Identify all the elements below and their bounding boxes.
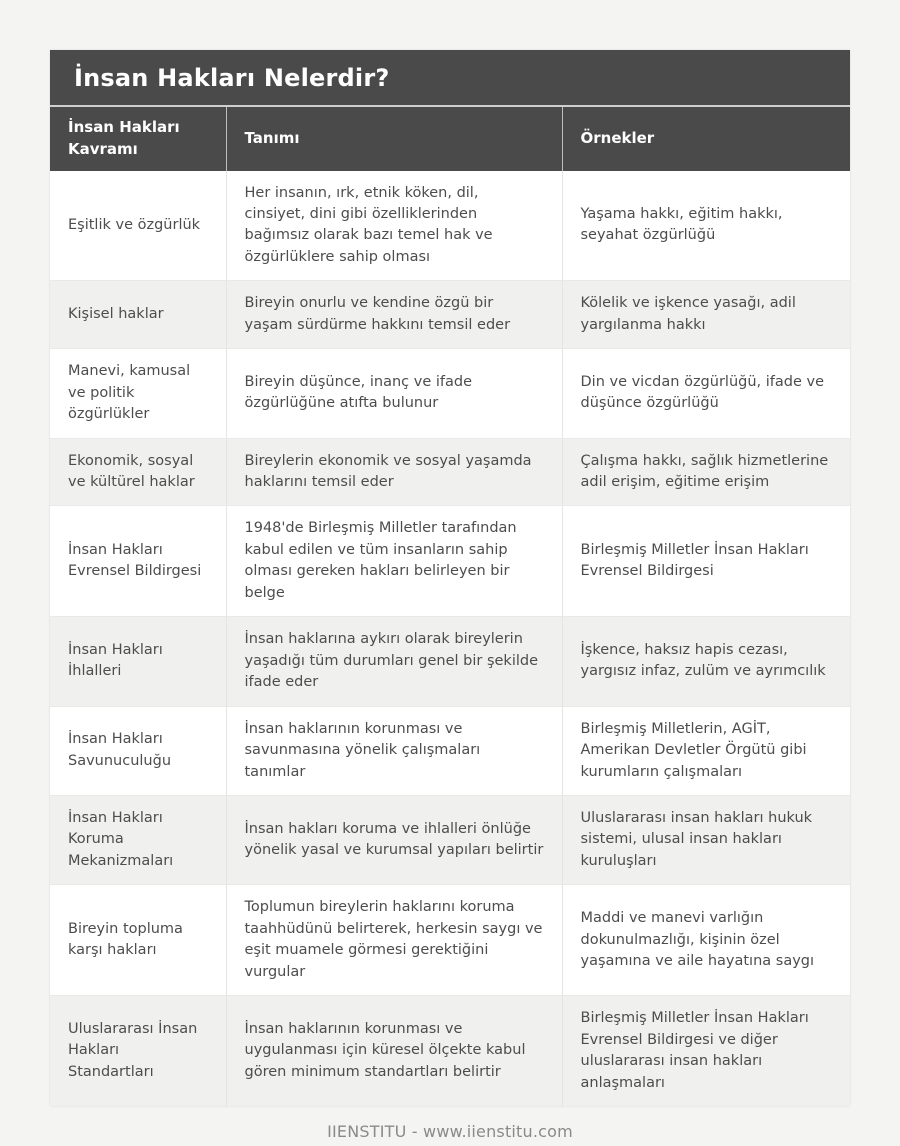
table-row [50, 349, 850, 438]
cell-examples: Birleşmiş Milletler İnsan Hakları Evrensel Bildirgesi [562, 506, 850, 617]
cell-definition: Bireyin düşünce, inanç ve ifade özgürlüğüne atıfta bulunur [226, 349, 562, 438]
cell-concept: Eşitlik ve özgürlük [50, 171, 226, 281]
table-row [50, 617, 850, 706]
column-header-definition: Tanımı [226, 107, 562, 171]
cell-definition: Bireylerin ekonomik ve sosyal yaşamda haklarını temsil eder [226, 438, 562, 506]
human-rights-table [50, 107, 850, 1106]
cell-definition: İnsan hakları koruma ve ihlalleri önlüğe yönelik yasal ve kurumsal yapıları belirtir [226, 796, 562, 885]
table-row [50, 706, 850, 795]
column-header-examples: Örnekler [562, 107, 850, 171]
cell-examples: Maddi ve manevi varlığın dokunulmazlığı, kişinin özel yaşamına ve aile hayatına saygı [562, 885, 850, 996]
table-row [50, 281, 850, 349]
cell-concept: İnsan Hakları Koruma Mekanizmaları [50, 796, 226, 885]
table-header [50, 107, 850, 171]
table-row [50, 171, 850, 281]
cell-examples: Uluslararası insan hakları hukuk sistemi, ulusal insan hakları kuruluşları [562, 796, 850, 885]
footer-credit: IIENSTITU - www.iienstitu.com [327, 1122, 573, 1141]
cell-definition: Her insanın, ırk, etnik köken, dil, cinsiyet, dini gibi özelliklerinden bağımsız olarak bazı temel hak ve özgürlüklere sahip olması [226, 171, 562, 281]
table-row [50, 506, 850, 617]
table-row [50, 996, 850, 1106]
cell-definition: İnsan haklarına aykırı olarak bireylerin yaşadığı tüm durumları genel bir şekilde ifade eder [226, 617, 562, 706]
cell-examples: Çalışma hakkı, sağlık hizmetlerine adil erişim, eğitime erişim [562, 438, 850, 506]
cell-concept: İnsan Hakları Savunuculuğu [50, 706, 226, 795]
cell-definition: İnsan haklarının korunması ve savunmasına yönelik çalışmaları tanımlar [226, 706, 562, 795]
column-header-concept: İnsan Hakları Kavramı [50, 107, 226, 171]
cell-concept: Manevi, kamusal ve politik özgürlükler [50, 349, 226, 438]
cell-concept: Ekonomik, sosyal ve kültürel haklar [50, 438, 226, 506]
cell-concept: Kişisel haklar [50, 281, 226, 349]
cell-examples: Birleşmiş Milletlerin, AGİT, Amerikan Devletler Örgütü gibi kurumların çalışmaları [562, 706, 850, 795]
table-body [50, 171, 850, 1107]
table-row [50, 885, 850, 996]
cell-examples: Kölelik ve işkence yasağı, adil yargılanma hakkı [562, 281, 850, 349]
cell-definition: 1948'de Birleşmiş Milletler tarafından kabul edilen ve tüm insanların sahip olması gereken hakları belirleyen bir belge [226, 506, 562, 617]
cell-examples: Yaşama hakkı, eğitim hakkı, seyahat özgürlüğü [562, 171, 850, 281]
cell-examples: Din ve vicdan özgürlüğü, ifade ve düşünce özgürlüğü [562, 349, 850, 438]
cell-concept: Uluslararası İnsan Hakları Standartları [50, 996, 226, 1106]
table-row [50, 438, 850, 506]
table-header-row [50, 107, 850, 171]
cell-examples: Birleşmiş Milletler İnsan Hakları Evrensel Bildirgesi ve diğer uluslararası insan hakları anlaşmaları [580, 1010, 809, 1091]
table-row [50, 796, 850, 885]
cell-concept: İnsan Hakları Evrensel Bildirgesi [50, 506, 226, 617]
content-card [50, 50, 850, 1106]
cell-definition: Toplumun bireylerin haklarını koruma taahhüdünü belirterek, herkesin saygı ve eşit muamele görmesi gerektiğini vurgular [226, 885, 562, 996]
cell-definition: İnsan haklarının korunması ve uygulanması için küresel ölçekte kabul gören minimum standartları belirtir [226, 996, 562, 1106]
cell-definition: Bireyin onurlu ve kendine özgü bir yaşam sürdürme hakkını temsil eder [226, 281, 562, 349]
cell-concept: İnsan Hakları İhlalleri [50, 617, 226, 706]
cell-concept: Bireyin topluma karşı hakları [50, 885, 226, 996]
page-title: İnsan Hakları Nelerdir? [50, 50, 850, 107]
cell-examples: İşkence, haksız hapis cezası, yargısız infaz, zulüm ve ayrımcılık [562, 617, 850, 706]
